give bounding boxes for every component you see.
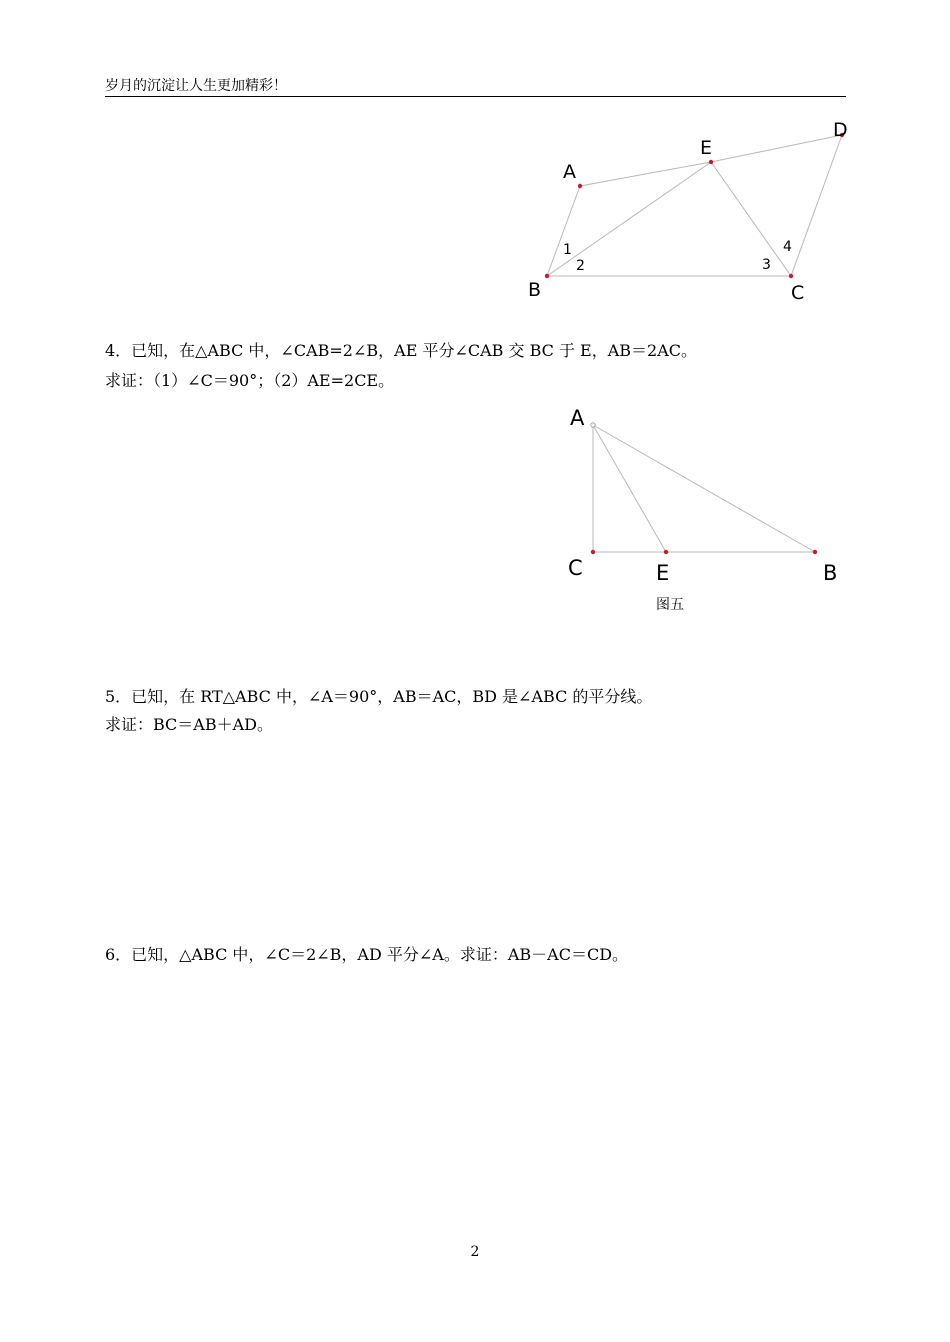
label-e: E (700, 137, 713, 159)
point-e (709, 160, 713, 164)
problem-5-proof-goal: 求证：BC＝AB＋AD。 (105, 715, 273, 734)
segment-ae (580, 162, 711, 186)
angle-label-2: 2 (576, 258, 585, 274)
segment-ed (711, 135, 842, 162)
segment-ae (593, 425, 666, 552)
label-c: C (568, 556, 583, 580)
page-header: 岁月的沉淀让人生更加精彩！ (105, 76, 846, 97)
label-a: A (570, 406, 585, 430)
angle-label-3: 3 (762, 257, 771, 273)
figure-right-triangle (568, 406, 837, 613)
label-a: A (563, 161, 576, 183)
label-b: B (528, 279, 542, 301)
point-a (578, 184, 582, 188)
page-number: 2 (470, 1244, 480, 1260)
figure-caption: 图五 (656, 597, 684, 613)
label-b: B (823, 561, 838, 585)
problem-6-statement: 6．已知，△ABC 中，∠C＝2∠B，AD 平分∠A。求证：AB－AC＝CD。 (105, 945, 629, 964)
segment-ab (593, 425, 815, 552)
segment-ec (711, 162, 791, 276)
point-b (813, 550, 817, 554)
label-c: C (791, 282, 805, 304)
problem-4-statement: 4．已知，在△ABC 中，∠CAB=2∠B，AE 平分∠CAB 交 BC 于 E，AB＝2AC。 (105, 341, 698, 360)
figure-quadrilateral-abcd (528, 119, 848, 304)
point-b (545, 274, 549, 278)
label-e: E (656, 561, 670, 585)
problem-5-statement: 5．已知，在 RT△ABC 中，∠A＝90°，AB＝AC，BD 是∠ABC 的平分线。 (105, 687, 653, 706)
point-a (591, 423, 595, 427)
label-d: D (833, 119, 848, 141)
point-c (789, 274, 793, 278)
problem-4-proof-goal: 求证：（1）∠C＝90°；（2）AE=2CE。 (105, 371, 395, 390)
angle-label-4: 4 (783, 239, 792, 255)
segment-cd (791, 135, 842, 276)
point-c (591, 550, 595, 554)
point-e (664, 550, 668, 554)
angle-label-1: 1 (563, 242, 572, 258)
